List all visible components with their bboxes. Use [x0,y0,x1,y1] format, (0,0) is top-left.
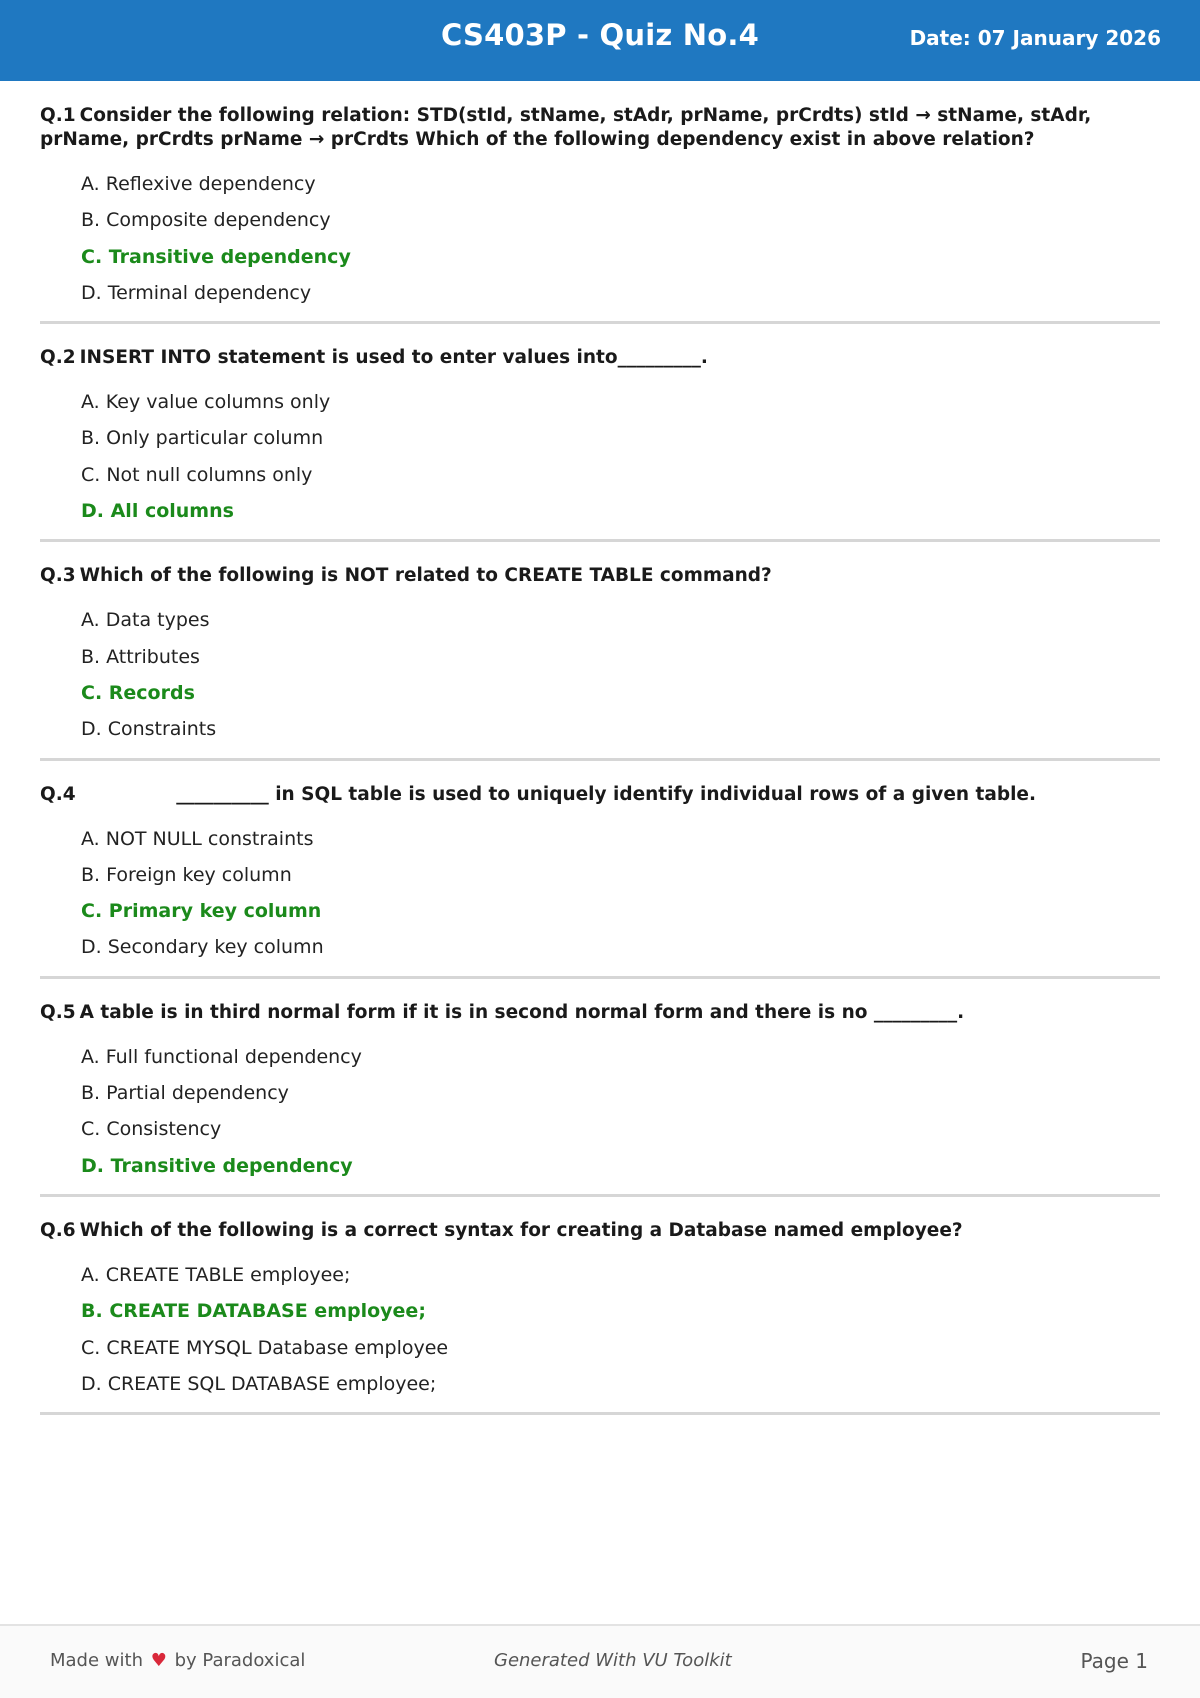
option-correct: C. Primary key column [81,900,322,923]
option: D. CREATE SQL DATABASE employee; [81,1372,437,1395]
option: B. Partial dependency [81,1082,289,1105]
page-footer [0,1624,1200,1698]
question-text: Which of the following is a correct syntax for creating a Database named employee? [79,1219,963,1241]
heart-icon: ♥ [150,1650,167,1671]
quiz-date: Date: 07 January 2026 [909,26,1161,50]
question-text: Consider the following relation: STD(stId, stName, stAdr, prName, prCrdts) stId → stName, stAdr, prName, prCrdts prName → prCrdts Which of the following dependency exist in above relation? [40,105,1098,150]
page-number: Page 1 [1080,1649,1148,1673]
option: B. Only particular column [81,427,324,450]
question-text-line [40,564,1160,588]
question-text-line [40,1219,1160,1243]
option: A. CREATE TABLE employee; [81,1263,351,1286]
question-number: Q.3 [40,565,76,587]
question-block [40,783,1160,979]
question-block [40,1001,1160,1197]
option-list [40,166,1160,311]
option-list [40,821,1160,966]
option: A. Reflexive dependency [81,173,316,195]
question-text: INSERT INTO statement is used to enter values into_________. [79,347,708,369]
question-text-line [40,1001,1160,1025]
option: D. Terminal dependency [81,281,312,304]
option-correct: D. Transitive dependency [81,1154,353,1177]
question-block [40,104,1160,324]
option-correct: B. CREATE DATABASE employee; [81,1300,426,1323]
question-number: Q.1 [40,105,76,126]
author-credit: by Paradoxical [174,1650,306,1671]
question-number: Q.5 [40,1001,76,1023]
question-text: Which of the following is NOT related to CREATE TABLE command? [79,565,772,587]
question-number: Q.2 [40,347,76,369]
option: C. CREATE MYSQL Database employee [81,1336,449,1359]
option: D. Constraints [81,718,217,741]
question-number: Q.6 [40,1219,76,1241]
option-list [40,1257,1160,1402]
option-list [40,1039,1160,1184]
question-block [40,1219,1160,1415]
question-text: A table is in third normal form if it is in second normal form and there is no _________. [79,1001,965,1023]
option: A. Key value columns only [81,391,331,414]
option: B. Attributes [81,645,200,668]
question-text-line [40,783,1160,807]
option-list [40,602,1160,747]
quiz-title: CS403P - Quiz No.4 [441,18,759,52]
option: B. Foreign key column [81,863,292,886]
option-list [40,384,1160,529]
page-header [0,0,1200,81]
option-correct: C. Transitive dependency [81,245,351,268]
question-text-line [40,346,1160,370]
option-correct: D. All columns [81,500,234,523]
question-text-line [40,104,1160,152]
made-with-label: Made with [50,1650,143,1671]
option: C. Consistency [81,1118,222,1141]
option: A. NOT NULL constraints [81,827,314,850]
option: D. Secondary key column [81,936,324,959]
question-block [40,346,1160,542]
option-correct: C. Records [81,681,195,704]
option: A. Data types [81,609,210,632]
made-with-credit [50,1650,305,1671]
generator-credit: Generated With VU Toolkit [494,1650,732,1671]
option: C. Not null columns only [81,463,313,486]
question-list [40,104,1160,1437]
option: B. Composite dependency [81,209,331,232]
option: A. Full functional dependency [81,1045,362,1068]
question-number: Q.4 [40,783,76,805]
question-block [40,564,1160,760]
question-text: __________ in SQL table is used to uniquely identify individual rows of a given table. [79,783,1037,805]
